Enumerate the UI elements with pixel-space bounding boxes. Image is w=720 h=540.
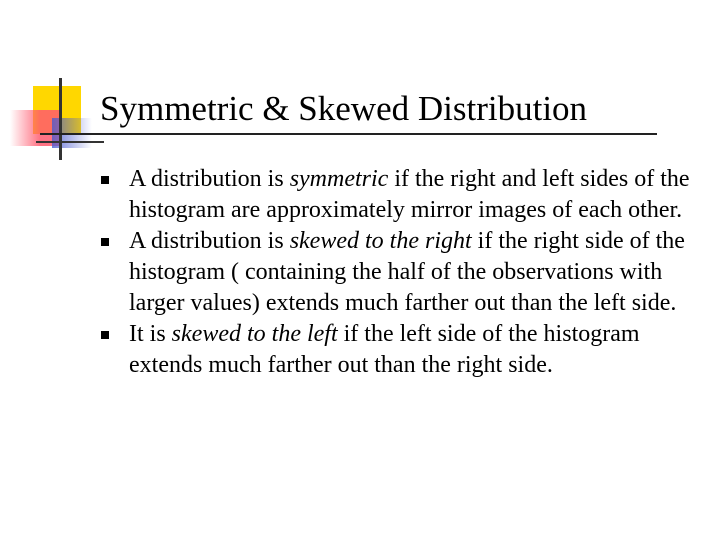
- square-bullet-icon: [101, 238, 109, 246]
- bullet-item: [96, 226, 696, 319]
- title-underline: [40, 133, 657, 135]
- bullet-text-emphasis: skewed to the right: [289, 228, 472, 254]
- bullet-item: [96, 319, 696, 381]
- square-bullet-icon: [101, 331, 109, 339]
- bullet-text-emphasis: skewed to the left: [171, 321, 338, 347]
- bullet-text-emphasis: symmetric: [289, 166, 389, 192]
- accent-horizontal-line: [36, 141, 104, 143]
- square-bullet-icon: [101, 176, 109, 184]
- bullet-text-before: A distribution is: [129, 228, 290, 254]
- bullet-item: [96, 164, 696, 226]
- bullet-list: [96, 164, 696, 381]
- decorative-accent: [0, 0, 110, 170]
- bullet-text-after: if the right side of the histogram ( containing the half of the observations with larger values) extends much farther out than the left side.: [129, 228, 685, 316]
- bullet-text-after: if the left side of the histogram extends much farther out than the right side.: [129, 321, 640, 378]
- bullet-text-before: It is: [129, 321, 172, 347]
- bullet-text-before: A distribution is: [129, 166, 290, 192]
- accent-vertical-line: [59, 78, 62, 160]
- bullet-text-after: if the right and left sides of the histogram are approximately mirror images of each other.: [129, 166, 690, 223]
- slide-title: Symmetric & Skewed Distribution: [100, 89, 588, 128]
